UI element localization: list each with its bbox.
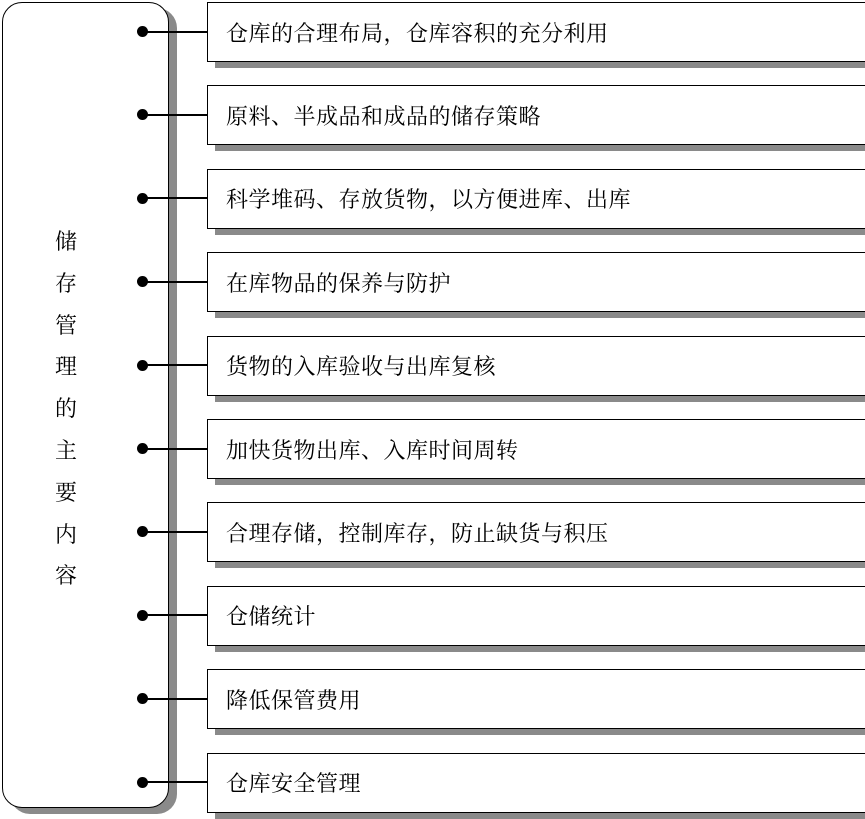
- title-char: 理: [54, 355, 77, 381]
- item-box: [207, 753, 865, 813]
- item-text: 加快货物出库、入库时间周转: [226, 438, 519, 464]
- item-text: 合理存储，控制库存，防止缺货与积压: [226, 521, 609, 547]
- item-box: [207, 85, 865, 145]
- item-box: [207, 169, 865, 229]
- content-item: [0, 2, 865, 68]
- connector-line: [145, 698, 207, 700]
- title-char: 存: [54, 271, 77, 297]
- item-text: 科学堆码、存放货物，以方便进库、出库: [226, 188, 632, 214]
- connector-line: [145, 448, 207, 450]
- content-item: [0, 753, 865, 819]
- connector-line: [145, 197, 207, 199]
- item-text: 仓库安全管理: [226, 772, 362, 798]
- title-char: 要: [54, 480, 77, 506]
- content-item: [0, 502, 865, 568]
- title-char: 主: [54, 438, 77, 464]
- title-char: 内: [54, 522, 77, 548]
- content-item: [0, 336, 865, 402]
- title-char: 管: [54, 313, 77, 339]
- item-text: 仓库的合理布局，仓库容积的充分利用: [226, 21, 609, 47]
- item-text: 仓储统计: [226, 605, 317, 631]
- item-box: [207, 586, 865, 646]
- content-item: [0, 252, 865, 318]
- content-item: [0, 669, 865, 735]
- content-item: [0, 85, 865, 151]
- item-box: [207, 419, 865, 479]
- item-text: 降低保管费用: [226, 688, 362, 714]
- connector-line: [145, 781, 207, 783]
- content-item: [0, 586, 865, 652]
- connector-line: [145, 31, 207, 33]
- item-text: 在库物品的保养与防护: [226, 271, 452, 297]
- item-text: 原料、半成品和成品的储存策略: [226, 104, 542, 130]
- title-char: 储: [54, 230, 77, 255]
- item-box: [207, 502, 865, 562]
- item-box: [207, 252, 865, 312]
- item-box: [207, 669, 865, 729]
- connector-line: [145, 281, 207, 283]
- item-box: [207, 2, 865, 62]
- title-char: 的: [54, 397, 77, 423]
- connector-line: [145, 114, 207, 116]
- title-char: 容: [54, 564, 77, 590]
- connector-line: [145, 614, 207, 616]
- item-box: [207, 336, 865, 396]
- item-text: 货物的入库验收与出库复核: [226, 355, 497, 381]
- connector-line: [145, 531, 207, 533]
- content-item: [0, 419, 865, 485]
- content-item: [0, 169, 865, 235]
- connector-line: [145, 364, 207, 366]
